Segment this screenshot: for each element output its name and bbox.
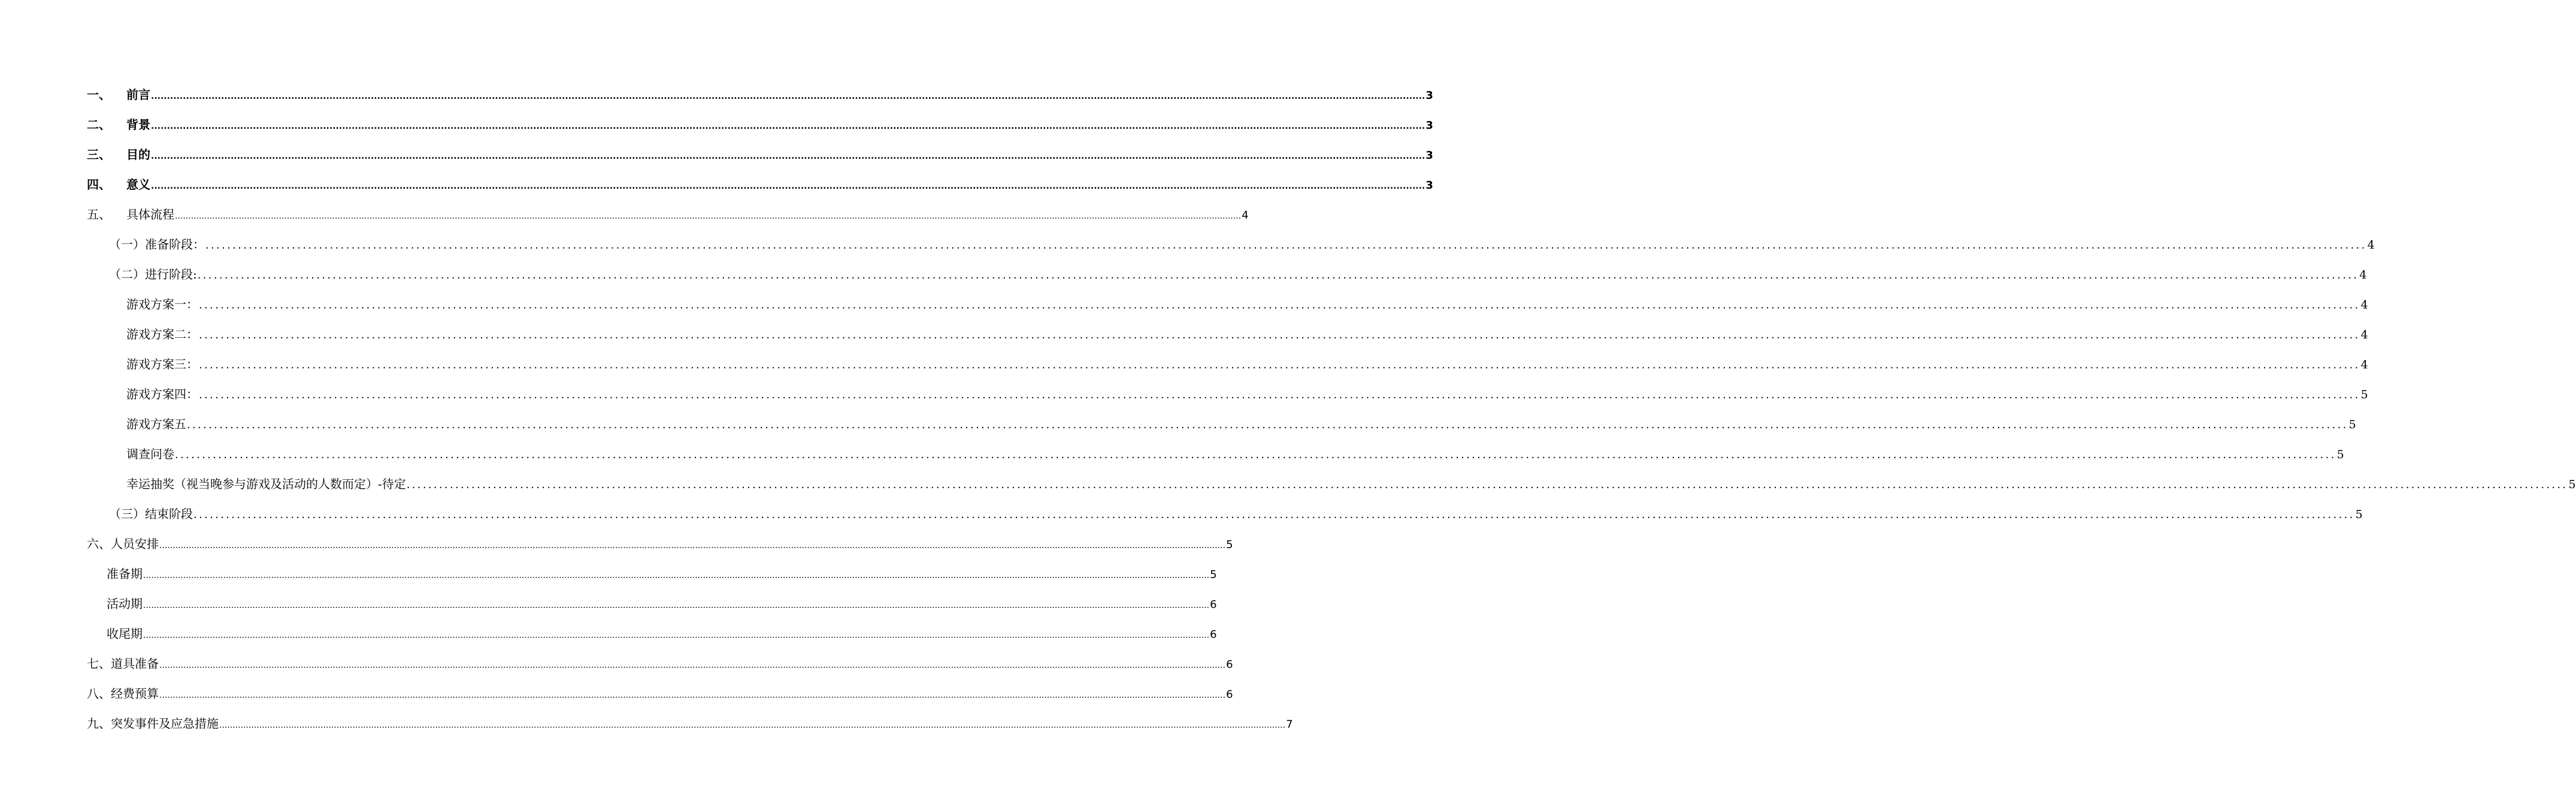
toc-entry[interactable] bbox=[0, 258, 2367, 288]
toc-entry-title: 九、突发事件及应急措施 bbox=[87, 716, 219, 731]
toc-entry-page-number: 5 bbox=[2336, 447, 2344, 461]
toc-entry-page-number: 6 bbox=[1210, 598, 1217, 611]
toc-entry-title: 游戏方案二： bbox=[126, 326, 198, 341]
toc-entry[interactable] bbox=[0, 558, 1217, 588]
toc-entry-page-number: 5 bbox=[2348, 417, 2356, 431]
toc-dot-leader: ................................................................................................................................................................................................................................................................................................................................................................................................................ bbox=[197, 268, 2359, 282]
toc-entry-page-number: 5 bbox=[1226, 538, 1233, 551]
toc-entry-number: 三、 bbox=[87, 147, 111, 162]
toc-entry[interactable] bbox=[0, 468, 2576, 498]
toc-entry-title: 六、人员安排 bbox=[87, 536, 159, 551]
toc-dot-leader: ................................................................................................................................................................................................................................................................................................................................................................................................................ bbox=[406, 478, 2568, 491]
toc-dot-leader: ................................................................................................................................................................................................................................................................................................................................................................................................................ bbox=[199, 298, 2360, 311]
toc-entry-page-number: 6 bbox=[1226, 688, 1233, 701]
toc-entry[interactable] bbox=[0, 677, 1233, 707]
toc-dot-leader: ................................................................................................................................................................................................................................................................................................................................................................................................................ bbox=[199, 328, 2360, 341]
toc-dot-leader: ................................................................................................................................................................................................................................................................................................................................................................................................................ bbox=[175, 448, 2336, 461]
toc-entry-title: 调查问卷 bbox=[126, 446, 174, 461]
toc-entry[interactable] bbox=[0, 78, 1433, 108]
toc-dot-leader: ................................................................................................................................................................................................................................................................................................................................................................................................................ bbox=[199, 388, 2360, 401]
toc-entry-title: 幸运抽奖（视当晚参与游戏及活动的人数而定）-待定 bbox=[126, 476, 406, 491]
toc-entry[interactable] bbox=[0, 618, 1217, 647]
toc-entry[interactable] bbox=[0, 348, 2368, 378]
toc-dot-leader: ................................................................................................................................................................................................................................................................................................................................................................................................................ bbox=[143, 630, 1210, 640]
toc-entry-title: 八、经费预算 bbox=[87, 686, 159, 701]
toc-entry-title: 目的 bbox=[126, 147, 150, 162]
toc-dot-leader: ................................................................................................................................................................................................................................................................................................................................................................................................................ bbox=[205, 238, 2367, 252]
toc-entry[interactable] bbox=[0, 138, 1433, 168]
toc-entry-page-number: 4 bbox=[1242, 208, 1249, 222]
toc-dot-leader: ................................................................................................................................................................................................................................................................................................................................................................................................................ bbox=[193, 508, 2355, 521]
toc-entry-title: 准备期 bbox=[107, 566, 143, 581]
toc-entry-number: 二、 bbox=[87, 117, 111, 132]
toc-entry-title: 游戏方案四： bbox=[126, 386, 198, 401]
toc-entry[interactable] bbox=[0, 498, 2363, 528]
toc-entry-page-number: 4 bbox=[2359, 268, 2367, 282]
toc-dot-leader: ................................................................................................................................................................................................................................................................................................................................................................................................................ bbox=[143, 600, 1210, 610]
toc-entry-title: 意义 bbox=[126, 177, 150, 192]
toc-entry-title: （三）结束阶段 bbox=[109, 506, 193, 521]
toc-entry-title: 游戏方案一： bbox=[126, 296, 198, 311]
toc-entry[interactable] bbox=[0, 108, 1433, 138]
toc-entry[interactable] bbox=[0, 588, 1217, 618]
toc-entry-number: 五、 bbox=[87, 207, 111, 222]
toc-entry[interactable] bbox=[0, 528, 1233, 558]
toc-entry-page-number: 5 bbox=[1210, 568, 1217, 581]
toc-entry-title: （二）进行阶段: bbox=[109, 267, 197, 282]
toc-dot-leader: ................................................................................................................................................................................................................................................................................................................................................................................................................ bbox=[151, 91, 1425, 101]
toc-dot-leader: ................................................................................................................................................................................................................................................................................................................................................................................................................ bbox=[159, 540, 1226, 550]
toc-dot-leader: ................................................................................................................................................................................................................................................................................................................................................................................................................ bbox=[159, 660, 1226, 670]
toc-entry-number: 一、 bbox=[87, 87, 111, 102]
toc-entry[interactable] bbox=[0, 318, 2368, 348]
toc-entry-page-number: 5 bbox=[2355, 507, 2363, 521]
toc-entry-page-number: 3 bbox=[1425, 149, 1433, 162]
toc-entry-title: 背景 bbox=[126, 117, 150, 132]
toc-entry-title: 具体流程 bbox=[126, 207, 174, 222]
toc-dot-leader: ................................................................................................................................................................................................................................................................................................................................................................................................................ bbox=[151, 181, 1425, 191]
toc-dot-leader: ................................................................................................................................................................................................................................................................................................................................................................................................................ bbox=[143, 570, 1210, 580]
toc-dot-leader: ................................................................................................................................................................................................................................................................................................................................................................................................................ bbox=[219, 720, 1286, 730]
toc-dot-leader: ................................................................................................................................................................................................................................................................................................................................................................................................................ bbox=[151, 151, 1425, 161]
toc-entry[interactable] bbox=[0, 378, 2368, 408]
toc-entry-page-number: 6 bbox=[1226, 658, 1233, 671]
toc-entry[interactable] bbox=[0, 438, 2344, 468]
toc-entry-page-number: 6 bbox=[1210, 628, 1217, 641]
toc-entry-page-number: 4 bbox=[2367, 238, 2375, 252]
toc-entry-title: 活动期 bbox=[107, 596, 143, 611]
toc-entry[interactable] bbox=[0, 408, 2356, 438]
toc-entry-page-number: 4 bbox=[2360, 358, 2368, 371]
toc-entry-title: 游戏方案三： bbox=[126, 356, 198, 371]
toc-entry-page-number: 3 bbox=[1425, 178, 1433, 192]
toc-entry-page-number: 3 bbox=[1425, 89, 1433, 102]
toc-entry-title: 七、道具准备 bbox=[87, 656, 159, 671]
toc-dot-leader: ................................................................................................................................................................................................................................................................................................................................................................................................................ bbox=[199, 358, 2360, 371]
toc-dot-leader: ................................................................................................................................................................................................................................................................................................................................................................................................................ bbox=[187, 418, 2348, 431]
toc-entry[interactable] bbox=[0, 198, 1249, 228]
toc-entry[interactable] bbox=[0, 228, 2375, 258]
toc-entry-page-number: 7 bbox=[1286, 718, 1293, 731]
toc-dot-leader: ................................................................................................................................................................................................................................................................................................................................................................................................................ bbox=[151, 121, 1425, 131]
toc-entry[interactable] bbox=[0, 168, 1433, 198]
toc-entry-page-number: 4 bbox=[2360, 298, 2368, 311]
toc-dot-leader: ................................................................................................................................................................................................................................................................................................................................................................................................................ bbox=[175, 211, 1242, 221]
toc-entry-page-number: 4 bbox=[2360, 328, 2368, 341]
toc-dot-leader: ................................................................................................................................................................................................................................................................................................................................................................................................................ bbox=[159, 690, 1226, 700]
toc-entry-title: 游戏方案五 bbox=[126, 416, 186, 431]
toc-entry[interactable] bbox=[0, 647, 1233, 677]
toc-entry-title: （一）准备阶段： bbox=[109, 237, 205, 252]
table-of-contents bbox=[0, 78, 2576, 737]
toc-entry[interactable] bbox=[0, 707, 1293, 737]
toc-entry[interactable] bbox=[0, 288, 2368, 318]
toc-entry-page-number: 5 bbox=[2568, 477, 2576, 491]
toc-entry-page-number: 5 bbox=[2360, 388, 2368, 401]
toc-entry-title: 前言 bbox=[126, 87, 150, 102]
toc-entry-number: 四、 bbox=[87, 177, 111, 192]
toc-entry-page-number: 3 bbox=[1425, 119, 1433, 132]
toc-entry-title: 收尾期 bbox=[107, 626, 143, 641]
